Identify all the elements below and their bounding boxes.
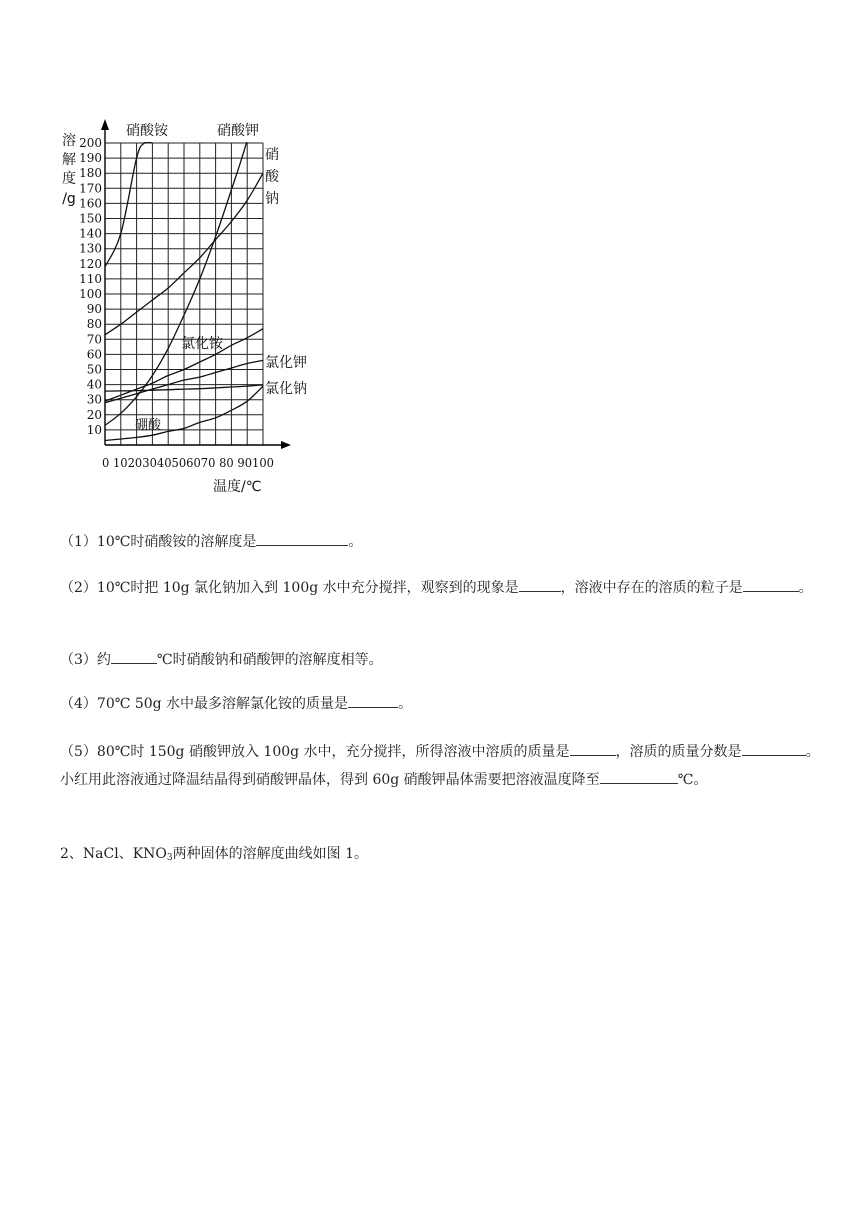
- y-tick-label: 180: [79, 166, 102, 181]
- x-tick-labels: 0 10203040506070 80 90100: [102, 456, 274, 470]
- answer-blank-4[interactable]: [348, 693, 398, 708]
- answer-blank-5a[interactable]: [570, 741, 616, 756]
- question-2-text: （2）10℃时把 10g 氯化钠加入到 100g 水中充分搅拌，观察到的现象是: [60, 580, 519, 596]
- solubility-chart: [55, 115, 325, 500]
- x-axis-label: 温度/℃: [213, 479, 262, 495]
- problem-2-suffix: 两种固体的溶解度曲线如图 1。: [172, 846, 368, 862]
- answer-blank-5b[interactable]: [742, 741, 806, 756]
- answer-blank-2b[interactable]: [743, 577, 799, 592]
- y-axis-arrow: [101, 119, 109, 130]
- y-tick-label: 50: [86, 362, 102, 377]
- question-1-text: （1）10℃时硝酸铵的溶解度是: [60, 534, 257, 550]
- y-tick-label: 140: [79, 226, 102, 241]
- y-tick-label: 40: [86, 377, 102, 392]
- y-tick-label: 30: [86, 392, 102, 407]
- y-tick-label: 110: [79, 271, 102, 286]
- curve-label-potassium-chloride: 氯化钾: [265, 355, 307, 371]
- question-5-suffix: ℃。: [677, 772, 708, 788]
- y-tick-label: 70: [86, 332, 102, 347]
- y-tick-label: 80: [86, 317, 102, 332]
- question-1: [60, 528, 820, 556]
- y-axis-label-char: 溶: [62, 133, 76, 149]
- answer-blank-3[interactable]: [111, 649, 157, 664]
- question-4-suffix: 。: [398, 696, 413, 712]
- curve-label-boric-acid: 硼酸: [135, 418, 162, 433]
- series-line: [105, 142, 152, 267]
- question-2-mid: ，溶液中存在的溶质的粒子是: [560, 580, 743, 596]
- answer-blank-1[interactable]: [256, 531, 348, 546]
- solubility-chart-svg: [55, 115, 325, 500]
- y-tick-label: 190: [79, 151, 102, 166]
- y-tick-label: 60: [86, 347, 102, 362]
- problem-2-heading: [60, 840, 820, 872]
- curve-label-ammonium-nitrate: 硝酸铵: [126, 123, 168, 139]
- y-axis-label-char: 度: [62, 171, 76, 187]
- y-axis-label-char: /g: [62, 191, 76, 207]
- question-1-suffix: 。: [348, 534, 363, 550]
- x-axis-arrow: [281, 441, 291, 449]
- question-5-mid1: ，溶质的质量分数是: [615, 744, 742, 760]
- curve-label-sodium-chloride: 氯化钠: [265, 381, 307, 397]
- y-tick-label: 150: [79, 211, 102, 226]
- question-4-text: （4）70℃ 50g 水中最多溶解氯化铵的质量是: [60, 696, 349, 712]
- question-2-suffix: 。: [798, 580, 813, 596]
- answer-blank-5c[interactable]: [600, 769, 678, 784]
- y-tick-label: 100: [79, 287, 102, 301]
- problem-2-subscript: 3: [166, 853, 173, 863]
- y-tick-label: 120: [79, 256, 102, 271]
- question-5-text: （5）80℃时 150g 硝酸钾放入 100g 水中，充分搅拌，所得溶液中溶质的质量是: [60, 744, 570, 760]
- curve-label-sodium-nitrate: 硝: [265, 147, 279, 163]
- question-3: [60, 646, 820, 674]
- problem-2-text: 2、NaCl、KNO: [60, 846, 167, 862]
- question-5: [60, 738, 820, 794]
- y-tick-label: 200: [79, 136, 102, 150]
- curve-label-ammonium-chloride: 氯化铵: [181, 336, 223, 352]
- y-tick-label: 130: [79, 241, 102, 256]
- y-tick-label: 10: [86, 422, 102, 437]
- question-3-text: （3）约: [60, 652, 111, 668]
- question-2: [60, 574, 820, 602]
- question-5-mid2: 。小红用此溶液通过降温结晶得到硝酸钾晶体，得到 60g 硝酸钾晶体需要把溶液温度降至: [60, 744, 820, 788]
- curve-label-sodium-nitrate: 酸: [265, 169, 279, 185]
- question-4: [60, 690, 820, 718]
- y-tick-label: 90: [86, 302, 102, 317]
- curve-label-sodium-nitrate: 钠: [265, 191, 279, 207]
- answer-blank-2a[interactable]: [519, 577, 561, 592]
- y-axis-label-char: 解: [62, 152, 76, 168]
- y-tick-label: 170: [79, 181, 102, 196]
- y-tick-label: 20: [86, 407, 102, 422]
- question-3-suffix: ℃时硝酸钠和硝酸钾的溶解度相等。: [156, 652, 383, 668]
- curve-label-potassium-nitrate: 硝酸钾: [217, 123, 259, 139]
- y-tick-label: 160: [79, 196, 102, 211]
